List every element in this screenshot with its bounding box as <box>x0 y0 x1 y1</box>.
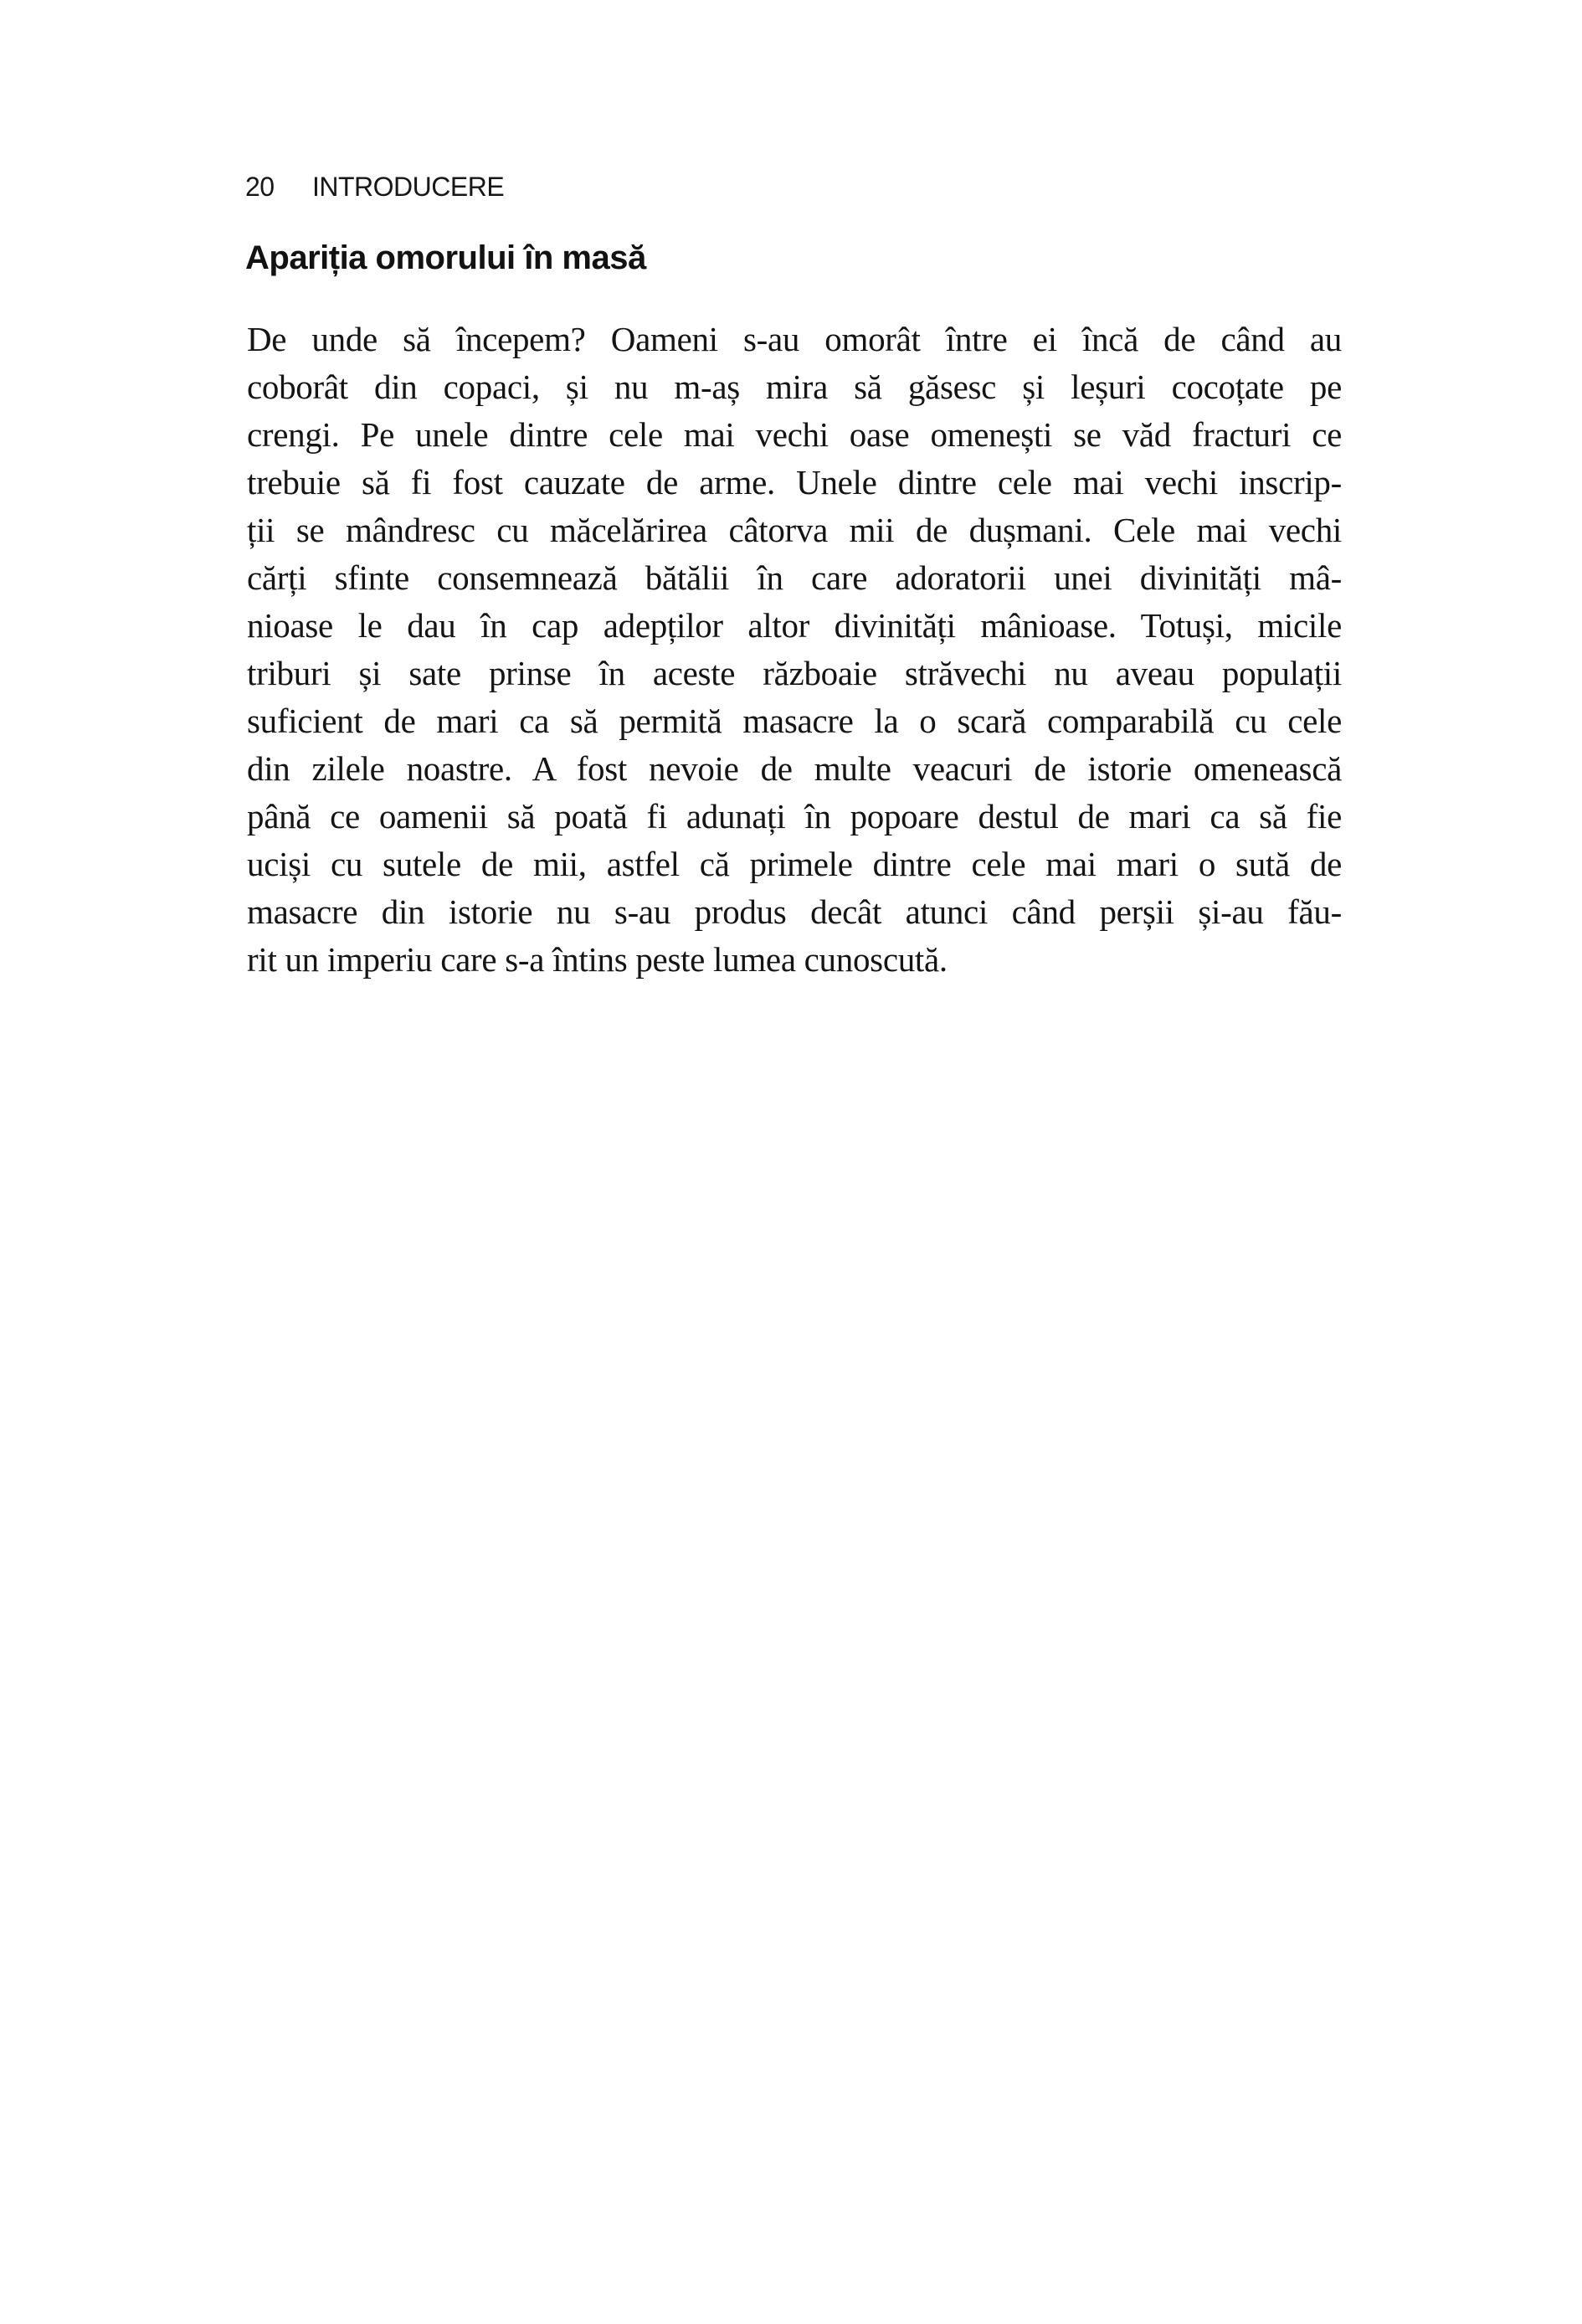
paragraph-line: rit un imperiu care s-a întins peste lumea cunoscută. <box>247 940 948 979</box>
paragraph <box>247 316 1342 984</box>
paragraph-line: cărți sfinte consemnează bătălii în care adoratorii unei divinități mâ- <box>247 558 1342 597</box>
paragraph-line: nioase le dau în cap adepților altor divinități mânioase. Totuși, micile <box>247 606 1342 645</box>
running-header <box>245 172 504 201</box>
paragraph-line: coborât din copaci, și nu m-aș mira să găsesc și leșuri cocoțate pe <box>247 368 1342 406</box>
section-heading: Apariția omorului în masă <box>245 239 646 276</box>
paragraph-line: suficient de mari ca să permită masacre la o scară comparabilă cu cele <box>247 702 1342 740</box>
page-number: 20 <box>245 172 275 202</box>
paragraph-line: De unde să începem? Oameni s-au omorât între ei încă de când au <box>247 320 1342 358</box>
paragraph-line: crengi. Pe unele dintre cele mai vechi oase omenești se văd fracturi ce <box>247 415 1342 454</box>
running-header-title: INTRODUCERE <box>312 172 505 202</box>
paragraph-line: până ce oamenii să poată fi adunați în popoare destul de mari ca să fie <box>247 797 1342 836</box>
paragraph-line: uciși cu sutele de mii, astfel că primele dintre cele mai mari o sută de <box>247 845 1342 883</box>
paragraph-line: triburi și sate prinse în aceste războaie străvechi nu aveau populații <box>247 654 1342 692</box>
paragraph-line: ții se mândresc cu măcelărirea câtorva mii de dușmani. Cele mai vechi <box>247 511 1342 549</box>
paragraph-line: din zilele noastre. A fost nevoie de multe veacuri de istorie omenească <box>247 749 1342 788</box>
paragraph-line: trebuie să fi fost cauzate de arme. Unele dintre cele mai vechi inscrip- <box>247 463 1342 501</box>
paragraph-line: masacre din istorie nu s-au produs decât atunci când perșii și-au fău- <box>247 892 1342 931</box>
